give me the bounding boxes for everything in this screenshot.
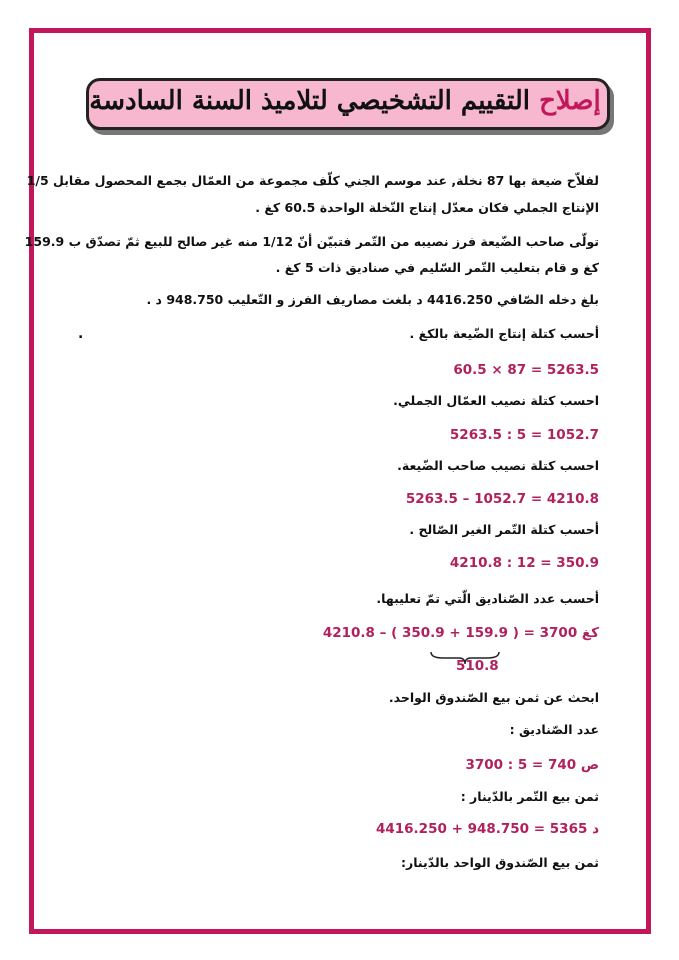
question-1: أحسب كتلة إنتاج الضّيعة بالكغ . — [409, 326, 599, 341]
problem-line-4: كغ و قام بتعليب التّمر السّليم في صناديق ذات 5 كغ . — [275, 260, 599, 275]
question-3: احسب كتلة نصيب صاحب الضّيعة. — [397, 458, 599, 473]
title-rest: التقييم التشخيصي لتلاميذ السنة السادسة — [89, 86, 531, 116]
answer-5: 4210.8 – ( 350.9 + 159.9 ) = 3700 كغ — [322, 625, 599, 641]
problem-line-3: تولّى صاحب الضّيعة فرز نصيبه من التّمر فتبيّن أنّ 1/12 منه غير صالح للبيع ثمّ تصدّق ب 159.9 — [24, 234, 599, 249]
answer-1: 60.5 × 87 = 5263.5 — [453, 362, 599, 378]
problem-line-1: لفلاّح ضيعة بها 87 نخلة, عند موسم الجني كلّف مجموعة من العمّال بجمع المحصول مقابل 1/5 — [26, 173, 599, 188]
price-label: ثمن بيع التّمر بالدّينار : — [460, 789, 599, 804]
problem-line-5: بلغ دخله الصّافي 4416.250 د بلغت مصاريف الفرز و التّعليب 948.750 د . — [146, 292, 599, 307]
answer-3: 5263.5 – 1052.7 = 4210.8 — [405, 491, 599, 507]
question-2: احسب كتلة نصيب العمّال الجملي. — [393, 393, 599, 408]
brace-value: 510.8 — [456, 658, 499, 674]
price-answer: 4416.250 + 948.750 = 5365 د — [375, 821, 599, 837]
title-highlight: إصلاح — [539, 86, 601, 116]
question-6: ابحث عن ثمن بيع الصّندوق الواحد. — [388, 690, 599, 705]
problem-line-2: الإنتاج الجملي فكان معدّل إنتاج النّخلة الواحدة 60.5 كغ . — [255, 200, 599, 215]
box-price-label: ثمن بيع الصّندوق الواحد بالدّينار: — [401, 855, 599, 870]
question-4: أحسب كتلة التّمر الغير الصّالح . — [409, 522, 599, 537]
answer-2: 5263.5 : 5 = 1052.7 — [449, 427, 599, 443]
answer-4: 4210.8 : 12 = 350.9 — [449, 555, 599, 571]
stray-dot: . — [78, 326, 84, 342]
question-5: أحسب عدد الصّناديق الّتي تمّ تعليبها. — [376, 591, 599, 606]
page-title — [86, 78, 604, 124]
boxes-label: عدد الصّناديق : — [509, 722, 599, 737]
boxes-answer: 3700 : 5 = 740 ص — [465, 757, 599, 773]
